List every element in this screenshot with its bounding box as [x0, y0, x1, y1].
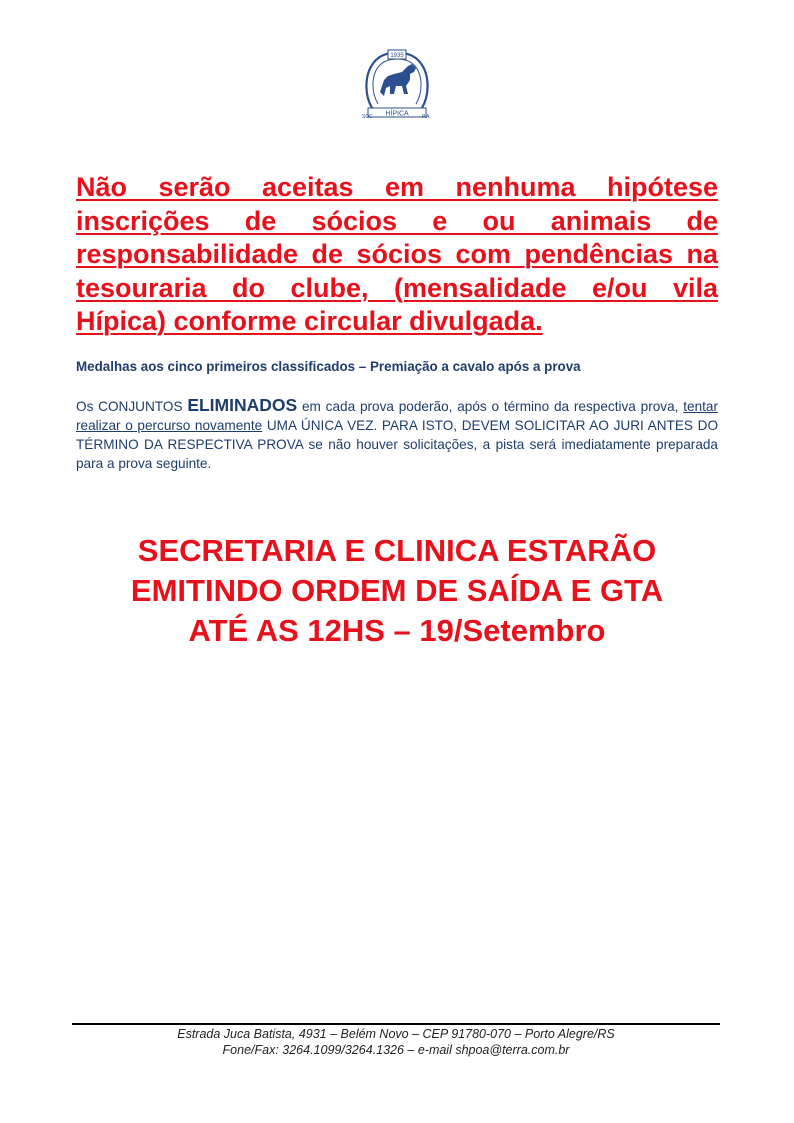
eliminated-text-part1: Os CONJUNTOS	[76, 399, 188, 414]
logo-year: 1935	[390, 53, 404, 59]
pending-dues-notice: Não serão aceitas em nenhuma hipótese inscrições de sócios e ou animais de responsabilidade de sócios com pendências na tesouraria do clube, (mensalidade e/ou vila Hípica) conforme circular divulgada.	[76, 172, 718, 336]
medals-info: Medalhas aos cinco primeiros classificados – Premiação a cavalo após a prova	[76, 359, 581, 374]
footer-address: Estrada Juca Batista, 4931 – Belém Novo – CEP 91780-070 – Porto Alegre/RS	[177, 1027, 615, 1041]
eliminated-text-part2: em cada prova poderão, após o término da respectiva prova,	[297, 399, 684, 414]
footer-divider	[72, 1023, 720, 1025]
secretaria-announcement	[60, 531, 734, 651]
footer-contact: Fone/Fax: 3264.1099/3264.1326 – e-mail shpoa@terra.com.br	[222, 1043, 570, 1057]
eliminated-rule-paragraph	[76, 396, 718, 473]
secretaria-line-2: EMITINDO ORDEM DE SAÍDA E GTA	[130, 573, 664, 608]
club-logo	[358, 46, 436, 124]
secretaria-line-3: ATÉ AS 12HS – 19/Setembro	[188, 613, 606, 648]
eliminated-emphasis: ELIMINADOS	[187, 395, 298, 415]
footer	[72, 1026, 720, 1058]
secretaria-line-1: SECRETARIA E CLINICA ESTARÃO	[137, 533, 657, 568]
eliminated-text-part3: UMA ÚNICA VEZ. PARA ISTO, DEVEM SOLICITAR AO JURI ANTES DO TÉRMINO DA RESPECTIVA PROVA se não houver solicitações, a pista será imediatamente preparada para a prova seguinte.	[76, 418, 719, 471]
logo-left-text: SOC	[362, 114, 373, 120]
eliminated-underlined-text: tentar realizar o percurso novamente	[76, 399, 718, 433]
logo-ribbon-text: HÍPICA	[385, 110, 409, 118]
horse-horseshoe-emblem-icon	[358, 46, 436, 124]
logo-right-text: P.A.	[422, 114, 431, 120]
